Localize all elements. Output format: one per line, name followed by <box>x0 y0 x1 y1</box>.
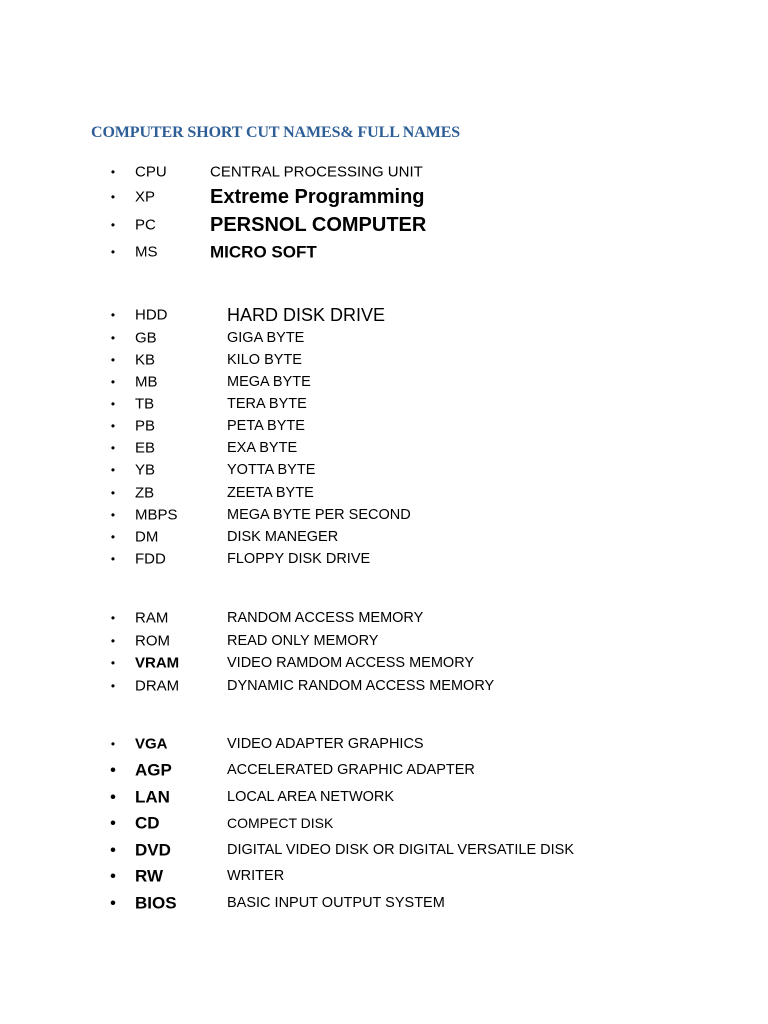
abbreviation-label: EB <box>135 439 156 457</box>
abbreviation-label: ZB <box>135 484 155 502</box>
full-name-label: Extreme Programming <box>210 186 425 208</box>
full-name-label: YOTTA BYTE <box>227 461 316 478</box>
list-item <box>0 304 768 326</box>
bullet-icon: • <box>110 611 116 625</box>
abbreviation-label: MBPS <box>135 506 178 524</box>
full-name-label: WRITER <box>227 867 285 884</box>
abbreviation-label: XP <box>135 188 156 206</box>
full-name-label: COMPECT DISK <box>227 815 334 831</box>
bullet-icon: • <box>110 190 116 204</box>
bullet-icon: • <box>110 530 116 544</box>
list-item <box>0 526 768 548</box>
full-name-label: VIDEO RAMDOM ACCESS MEMORY <box>227 654 475 671</box>
list-item <box>0 437 768 459</box>
full-name-label: FLOPPY DISK DRIVE <box>227 550 371 567</box>
abbreviation-label: VRAM <box>135 654 180 672</box>
list-item <box>0 415 768 437</box>
bullet-icon: • <box>110 419 116 433</box>
full-name-label: DIGITAL VIDEO DISK OR DIGITAL VERSATILE DISK <box>227 841 575 858</box>
abbreviation-label: LAN <box>135 787 170 807</box>
list-item <box>0 241 768 263</box>
bullet-icon: • <box>110 441 116 455</box>
full-name-label: EXA BYTE <box>227 439 298 456</box>
abbreviation-label: PC <box>135 216 156 234</box>
abbreviation-label: VGA <box>135 735 168 753</box>
bullet-icon: • <box>110 787 116 807</box>
abbreviation-label: PB <box>135 417 156 435</box>
list-item <box>0 214 768 236</box>
full-name-label: ZEETA BYTE <box>227 484 314 501</box>
bullet-icon: • <box>110 353 116 367</box>
abbreviation-label: TB <box>135 395 155 413</box>
abbreviation-label: DRAM <box>135 677 180 695</box>
abbreviation-label: FDD <box>135 550 166 568</box>
bullet-icon: • <box>110 308 116 322</box>
list-item <box>0 161 768 183</box>
bullet-icon: • <box>110 634 116 648</box>
list-item <box>0 786 768 808</box>
abbreviation-label: MS <box>135 243 158 261</box>
full-name-label: VIDEO ADAPTER GRAPHICS <box>227 735 424 752</box>
list-item <box>0 327 768 349</box>
full-name-label: BASIC INPUT OUTPUT SYSTEM <box>227 894 445 911</box>
list-item <box>0 812 768 834</box>
list-item <box>0 371 768 393</box>
list-item <box>0 349 768 371</box>
list-item <box>0 675 768 697</box>
list-item <box>0 186 768 208</box>
full-name-label: KILO BYTE <box>227 351 302 368</box>
list-item <box>0 839 768 861</box>
full-name-label: HARD DISK DRIVE <box>227 305 386 325</box>
list-item <box>0 548 768 570</box>
bullet-icon: • <box>110 813 116 833</box>
abbreviation-label: CD <box>135 813 160 833</box>
bullet-icon: • <box>110 375 116 389</box>
list-item <box>0 482 768 504</box>
full-name-label: MEGA BYTE PER SECOND <box>227 506 411 523</box>
bullet-icon: • <box>110 165 116 179</box>
full-name-label: MEGA BYTE <box>227 373 311 390</box>
bullet-icon: • <box>110 463 116 477</box>
abbreviation-label: KB <box>135 351 156 369</box>
list-item <box>0 393 768 415</box>
bullet-icon: • <box>110 245 116 259</box>
abbreviation-label: RAM <box>135 609 169 627</box>
list-item <box>0 459 768 481</box>
full-name-label: CENTRAL PROCESSING UNIT <box>210 163 423 181</box>
bullet-icon: • <box>110 397 116 411</box>
full-name-label: GIGA BYTE <box>227 329 305 346</box>
full-name-label: DYNAMIC RANDOM ACCESS MEMORY <box>227 677 495 694</box>
abbreviation-label: YB <box>135 461 156 479</box>
bullet-icon: • <box>110 679 116 693</box>
abbreviation-label: HDD <box>135 306 168 324</box>
bullet-icon: • <box>110 840 116 860</box>
full-name-label: RANDOM ACCESS MEMORY <box>227 609 424 626</box>
list-item <box>0 759 768 781</box>
full-name-label: MICRO SOFT <box>210 242 317 262</box>
abbreviation-label: MB <box>135 373 158 391</box>
abbreviation-label: GB <box>135 329 157 347</box>
list-item <box>0 504 768 526</box>
bullet-icon: • <box>110 486 116 500</box>
bullet-icon: • <box>110 218 116 232</box>
bullet-icon: • <box>110 508 116 522</box>
bullet-icon: • <box>110 552 116 566</box>
bullet-icon: • <box>110 656 116 670</box>
bullet-icon: • <box>110 893 116 913</box>
abbreviation-label: DM <box>135 528 159 546</box>
full-name-label: PETA BYTE <box>227 417 305 434</box>
full-name-label: ACCELERATED GRAPHIC ADAPTER <box>227 761 475 778</box>
list-item <box>0 607 768 629</box>
abbreviation-label: BIOS <box>135 893 177 913</box>
list-item <box>0 865 768 887</box>
list-item <box>0 652 768 674</box>
abbreviation-label: AGP <box>135 760 172 780</box>
bullet-icon: • <box>110 866 116 886</box>
bullet-icon: • <box>110 331 116 345</box>
full-name-label: DISK MANEGER <box>227 528 339 545</box>
abbreviation-label: CPU <box>135 163 167 181</box>
page-title: COMPUTER SHORT CUT NAMES& FULL NAMES <box>91 124 461 141</box>
full-name-label: TERA BYTE <box>227 395 307 412</box>
abbreviation-label: RW <box>135 866 164 886</box>
list-item <box>0 630 768 652</box>
bullet-icon: • <box>110 760 116 780</box>
list-item <box>0 892 768 914</box>
full-name-label: PERSNOL COMPUTER <box>210 214 427 236</box>
list-item <box>0 733 768 755</box>
bullet-icon: • <box>110 737 116 751</box>
full-name-label: READ ONLY MEMORY <box>227 632 379 649</box>
full-name-label: LOCAL AREA NETWORK <box>227 788 395 805</box>
abbreviation-label: ROM <box>135 632 170 650</box>
abbreviation-label: DVD <box>135 840 171 860</box>
